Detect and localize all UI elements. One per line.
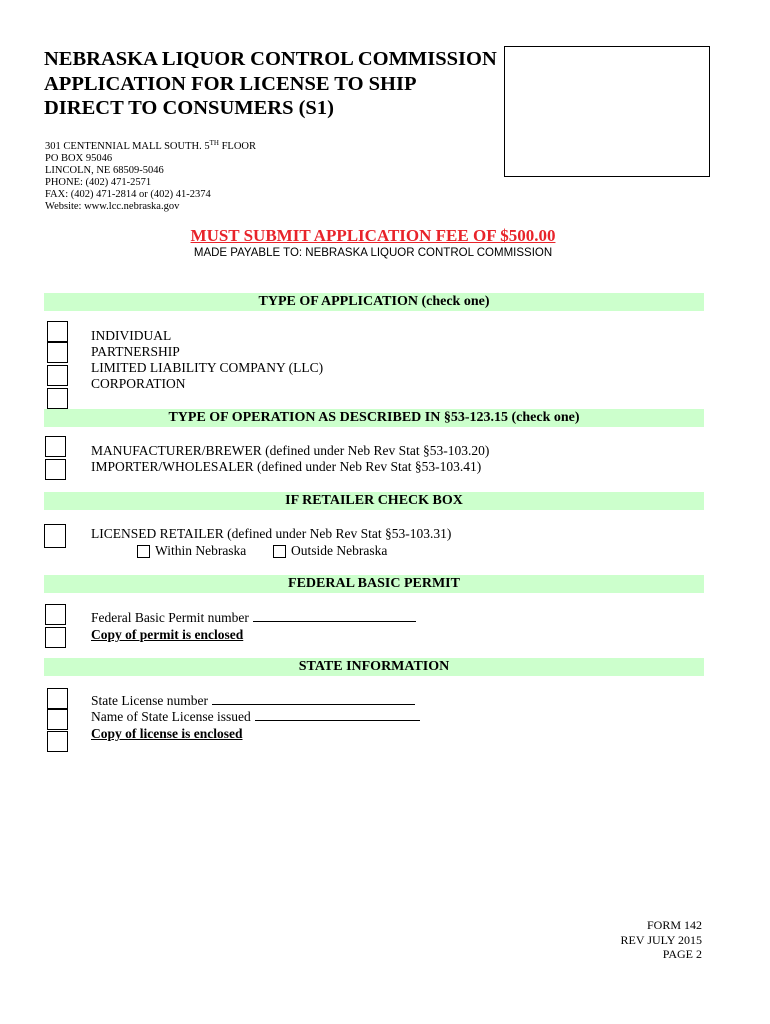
fee-notice: MUST SUBMIT APPLICATION FEE OF $500.00 <box>190 226 556 245</box>
label-outside-nebraska: Outside Nebraska <box>291 543 388 558</box>
checkbox-state-license-issued[interactable] <box>47 709 68 730</box>
fee-payable: MADE PAYABLE TO: NEBRASKA LIQUOR CONTROL COMMISSION <box>193 247 553 259</box>
option-corporation: CORPORATION <box>91 376 186 391</box>
option-manufacturer: MANUFACTURER/BREWER (defined under Neb Rev Stat §53-103.20) <box>91 443 490 458</box>
footer-form-number: FORM 142 <box>646 918 702 932</box>
state-license-number-field[interactable] <box>212 693 415 705</box>
state-copy-enclosed-label: Copy of license is enclosed <box>91 726 243 741</box>
state-information-heading: STATE INFORMATION <box>44 658 704 676</box>
commission-address <box>45 141 256 214</box>
address-website: Website: www.lcc.nebraska.gov <box>45 201 180 213</box>
title-line-1: NEBRASKA LIQUOR CONTROL COMMISSION <box>44 48 497 70</box>
state-license-number-label: State License number <box>91 693 208 708</box>
type-of-application-heading: TYPE OF APPLICATION (check one) <box>44 293 704 311</box>
option-importer: IMPORTER/WHOLESALER (defined under Neb Rev Stat §53-103.41) <box>91 459 482 474</box>
type-of-operation-heading: TYPE OF OPERATION AS DESCRIBED IN §53-123.15 (check one) <box>44 409 704 427</box>
checkbox-corporation[interactable] <box>47 388 68 409</box>
address-street: 301 CENTENNIAL MALL SOUTH. 5TH FLOOR <box>45 139 256 152</box>
state-license-issued-label: Name of State License issued <box>91 709 251 724</box>
option-individual: INDIVIDUAL <box>91 328 172 343</box>
state-license-number-row <box>91 693 415 709</box>
checkbox-partnership[interactable] <box>47 342 68 363</box>
state-license-issued-row <box>91 709 420 725</box>
state-license-issued-field[interactable] <box>255 709 420 721</box>
footer-page: PAGE 2 <box>662 947 702 961</box>
address-po-box: PO BOX 95046 <box>45 153 113 165</box>
federal-permit-number-label: Federal Basic Permit number <box>91 610 249 625</box>
checkbox-within-nebraska[interactable] <box>137 545 150 558</box>
option-llc: LIMITED LIABILITY COMPANY (LLC) <box>91 360 324 375</box>
checkbox-outside-nebraska[interactable] <box>273 545 286 558</box>
form-footer <box>621 918 702 962</box>
label-within-nebraska: Within Nebraska <box>155 543 247 558</box>
option-partnership: PARTNERSHIP <box>91 344 180 359</box>
federal-permit-number-field[interactable] <box>253 610 416 622</box>
checkbox-licensed-retailer[interactable] <box>44 524 66 548</box>
checkbox-manufacturer[interactable] <box>45 436 66 457</box>
footer-revision: REV JULY 2015 <box>620 932 702 947</box>
checkbox-federal-copy-enclosed[interactable] <box>45 627 66 648</box>
checkbox-individual[interactable] <box>47 321 68 342</box>
retailer-heading: IF RETAILER CHECK BOX <box>44 492 704 510</box>
federal-permit-heading: FEDERAL BASIC PERMIT <box>44 575 704 593</box>
address-city: LINCOLN, NE 68509-5046 <box>45 165 164 177</box>
address-phone: PHONE: (402) 471-2571 <box>45 177 152 189</box>
office-use-box <box>504 46 710 177</box>
federal-permit-number-row <box>91 610 416 626</box>
form-title <box>44 47 497 121</box>
title-line-3: DIRECT TO CONSUMERS (S1) <box>44 97 334 119</box>
address-fax: FAX: (402) 471-2814 or (402) 41-2374 <box>45 189 211 201</box>
title-line-2: APPLICATION FOR LICENSE TO SHIP <box>44 72 417 95</box>
federal-copy-enclosed-label: Copy of permit is enclosed <box>91 627 244 642</box>
checkbox-federal-permit-number[interactable] <box>45 604 66 625</box>
checkbox-llc[interactable] <box>47 365 68 386</box>
checkbox-state-copy-enclosed[interactable] <box>47 731 68 752</box>
checkbox-state-license-number[interactable] <box>47 688 68 709</box>
checkbox-importer[interactable] <box>45 459 66 480</box>
option-licensed-retailer: LICENSED RETAILER (defined under Neb Rev Stat §53-103.31) <box>91 526 452 541</box>
